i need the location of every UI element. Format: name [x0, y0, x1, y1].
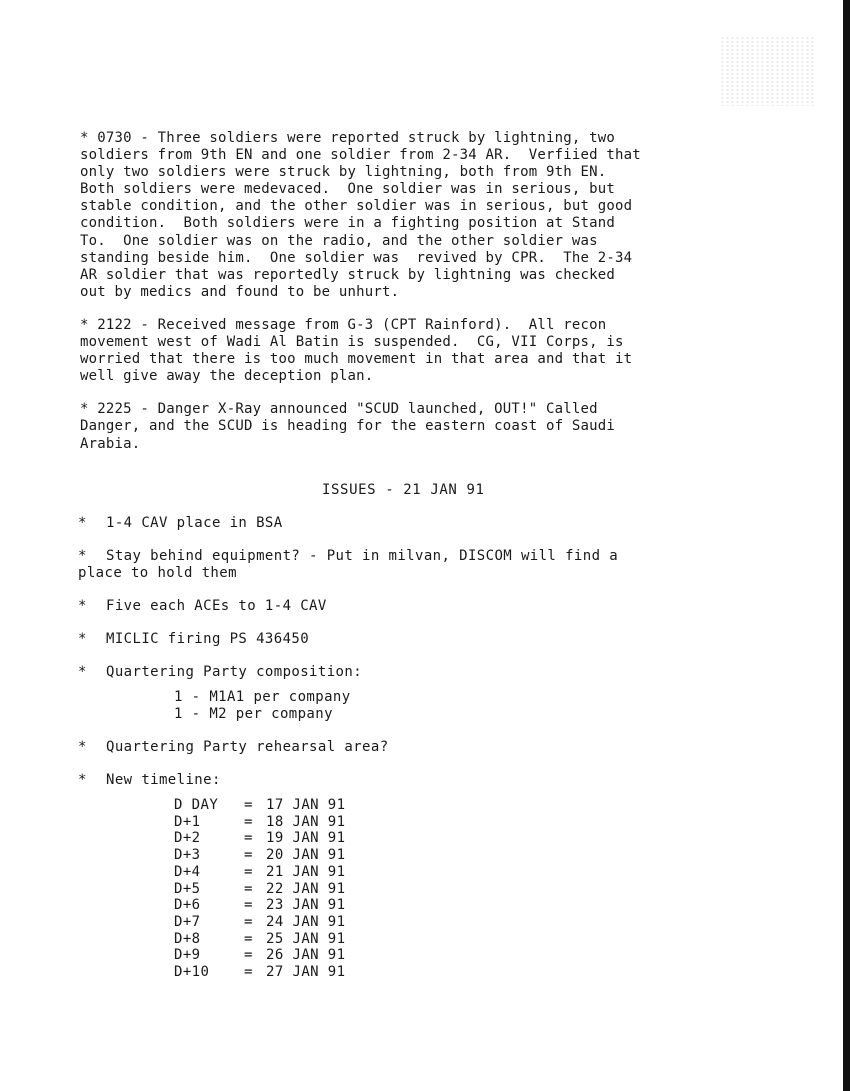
scan-noise — [720, 36, 815, 106]
composition-item: 1 - M2 per company — [174, 706, 333, 722]
timeline-row: D+9 = 26 JAN 91 — [174, 947, 346, 964]
issues-list — [78, 515, 778, 981]
timeline-row: D+2 = 19 JAN 91 — [174, 830, 346, 847]
timeline-row: D+1 = 18 JAN 91 — [174, 813, 346, 830]
timeline-row: D+4 = 21 JAN 91 — [174, 863, 346, 880]
scan-page-edge — [843, 0, 850, 1091]
timeline-row: D+5 = 22 JAN 91 — [174, 880, 346, 897]
log-entry-0730: * 0730 - Three soldiers were reported struck by lightning, two soldiers from 9th EN and one soldier from 2-34 AR. Verfiied that only two soldiers were struck by lightning, both from 9th EN. Both soldiers were medevaced. One soldier was in serious, but stable condition, and the other soldier was in serious, but good condition. Both soldiers were in a fighting position at Stand To. One soldier was on the radio, and the other soldier was standing beside him. One soldier was revived by CPR. The 2-34 AR soldier that was reportedly struck by lightning was checked out by medics and found to be unhurt. — [80, 130, 641, 300]
issue-item: * New timeline: — [78, 772, 221, 788]
timeline-row: D+7 = 24 JAN 91 — [174, 913, 346, 930]
timeline-row: D+10 = 27 JAN 91 — [174, 964, 346, 981]
timeline-row: D DAY = 17 JAN 91 — [174, 797, 346, 813]
timeline-row: D+8 = 25 JAN 91 — [174, 930, 346, 947]
issue-item: * Five each ACEs to 1-4 CAV — [78, 598, 327, 614]
log-entry-2225: * 2225 - Danger X-Ray announced "SCUD launched, OUT!" Called Danger, and the SCUD is heading for the eastern coast of Saudi Arabia. — [80, 401, 615, 452]
issue-item: * Quartering Party composition: — [78, 664, 363, 680]
timeline-row: D+6 = 23 JAN 91 — [174, 897, 346, 914]
composition-item: 1 - M1A1 per company — [174, 689, 351, 705]
issues-heading: ISSUES - 21 JAN 91 — [322, 482, 485, 498]
issue-item: * 1-4 CAV place in BSA — [78, 515, 283, 531]
timeline-row: D+3 = 20 JAN 91 — [174, 847, 346, 864]
log-entry-2122: * 2122 - Received message from G-3 (CPT Rainford). All recon movement west of Wadi Al Batin is suspended. CG, VII Corps, is worried that there is too much movement in that area and that it well give away the deception plan. — [80, 316, 633, 385]
issue-item: * MICLIC firing PS 436450 — [78, 631, 310, 647]
log-entries — [80, 130, 760, 453]
issue-item: * Stay behind equipment? - Put in milvan, DISCOM will find a place to hold them — [78, 548, 619, 581]
composition-list — [174, 689, 778, 723]
timeline-table — [174, 797, 778, 981]
issue-item: * Quartering Party rehearsal area? — [78, 739, 389, 755]
